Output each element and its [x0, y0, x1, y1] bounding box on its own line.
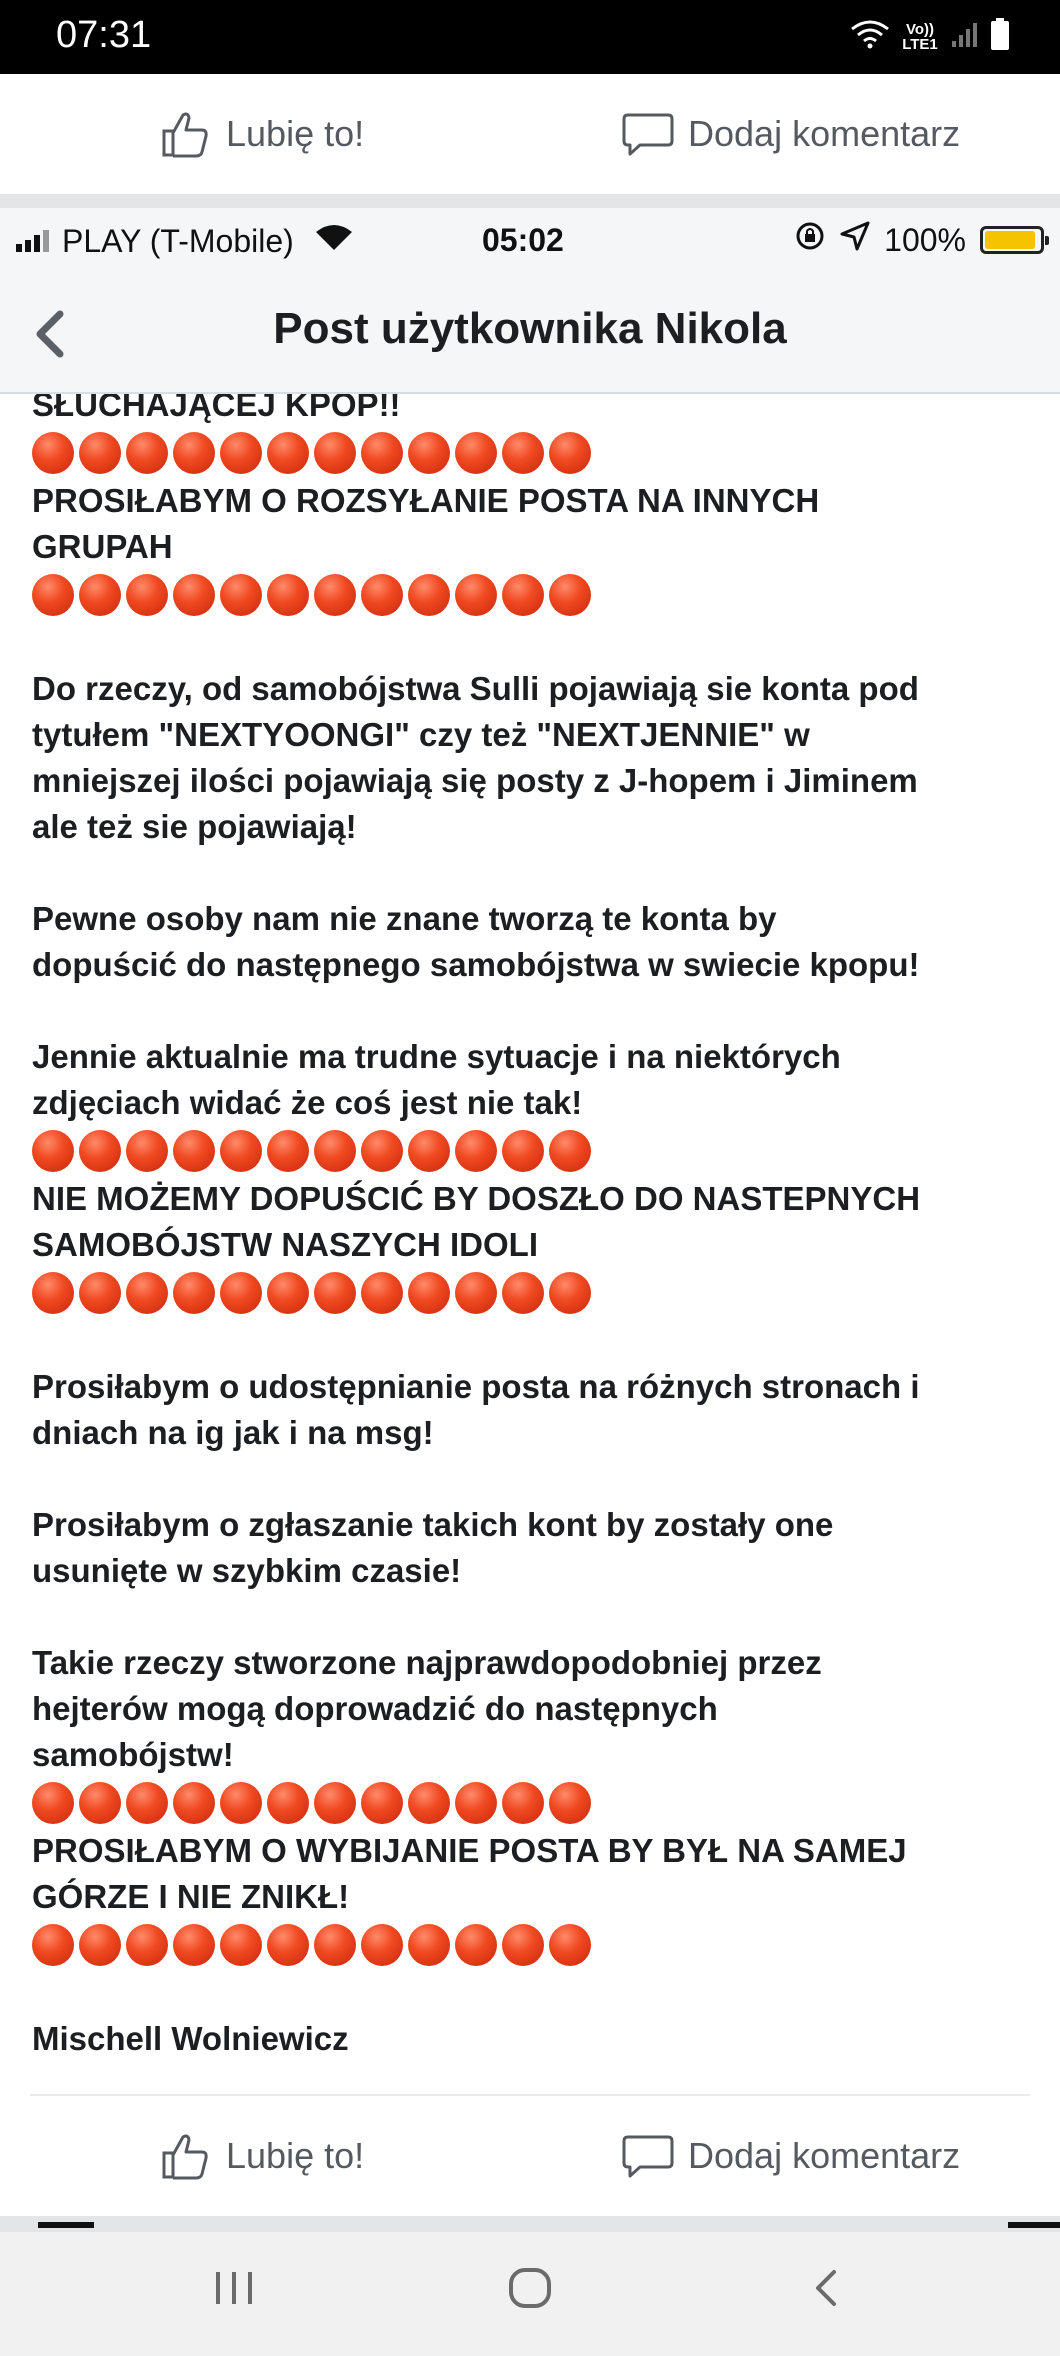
wifi-icon	[314, 222, 354, 260]
comment-button[interactable]	[622, 109, 960, 159]
bottom-action-bar	[0, 2096, 1060, 2216]
red-circle-emoji-icon	[314, 1782, 356, 1824]
post-text	[32, 394, 1042, 2062]
post-text-line: SAMOBÓJSTW NASZYCH IDOLI	[32, 1226, 539, 1263]
post-text-line: Jennie aktualnie ma trudne sytuacje i na niektórych	[32, 1038, 841, 1075]
red-circle-emoji-icon	[314, 574, 356, 616]
like-label: Lubię to!	[226, 113, 365, 154]
red-circle-emoji-icon	[173, 432, 215, 474]
post-text-line: Mischell Wolniewicz	[32, 2020, 349, 2057]
red-circle-emoji-row	[32, 1920, 1042, 1970]
red-circle-emoji-icon	[408, 574, 450, 616]
red-circle-emoji-icon	[126, 1130, 168, 1172]
red-circle-emoji-icon	[455, 1272, 497, 1314]
red-circle-emoji-icon	[220, 1782, 262, 1824]
red-circle-emoji-icon	[32, 1782, 74, 1824]
system-status-bar	[0, 0, 1060, 74]
red-circle-emoji-row	[32, 1268, 1042, 1318]
cell-signal-icon	[16, 223, 52, 260]
divider	[0, 194, 1060, 208]
post-text-line: dopuścić do następnego samobójstwa w swiecie kpopu!	[32, 946, 920, 983]
red-circle-emoji-icon	[173, 1782, 215, 1824]
red-circle-emoji-icon	[220, 1924, 262, 1966]
red-circle-emoji-icon	[502, 432, 544, 474]
comment-bubble-icon	[622, 2131, 674, 2181]
red-circle-emoji-icon	[79, 1272, 121, 1314]
red-circle-emoji-icon	[126, 1924, 168, 1966]
post-text-line: usunięte w szybkim czasie!	[32, 1552, 462, 1589]
post-text-line: SŁUCHAJĄCEJ KPOP!!	[32, 394, 401, 423]
divider	[0, 2216, 1060, 2232]
post-text-line: Do rzeczy, od samobójstwa Sulli pojawiają sie konta pod	[32, 670, 919, 707]
red-circle-emoji-icon	[455, 1924, 497, 1966]
inner-status-right	[794, 220, 1044, 260]
page-title: Post użytkownika Nikola	[273, 304, 787, 353]
post-content	[0, 394, 1060, 2094]
red-circle-emoji-icon	[361, 1782, 403, 1824]
red-circle-emoji-icon	[455, 1782, 497, 1824]
post-text-line: samobójstw!	[32, 1736, 234, 1773]
post-text-line: NIE MOŻEMY DOPUŚCIĆ BY DOSZŁO DO NASTEPNYCH	[32, 1180, 921, 1217]
red-circle-emoji-icon	[220, 432, 262, 474]
orientation-lock-icon	[794, 220, 826, 260]
home-icon	[508, 2295, 552, 2312]
post-text-line: Prosiłabym o udostępnianie posta na różnych stronach i	[32, 1368, 920, 1405]
comment-label: Dodaj komentarz	[688, 113, 961, 154]
red-circle-emoji-icon	[361, 574, 403, 616]
battery-status-icon	[990, 18, 1010, 55]
wifi-icon	[850, 19, 890, 54]
red-circle-emoji-icon	[408, 1924, 450, 1966]
post-text-line: hejterów mogą doprowadzić do następnych	[32, 1690, 718, 1727]
red-circle-emoji-icon	[549, 432, 591, 474]
red-circle-emoji-icon	[79, 1130, 121, 1172]
home-button[interactable]	[508, 2268, 552, 2313]
red-circle-emoji-icon	[549, 1130, 591, 1172]
red-circle-emoji-icon	[408, 1272, 450, 1314]
paragraph-spacer	[32, 850, 1042, 896]
red-circle-emoji-icon	[126, 574, 168, 616]
post-text-line: GÓRZE I NIE ZNIKŁ!	[32, 1878, 350, 1915]
red-circle-emoji-row	[32, 1126, 1042, 1176]
paragraph-spacer	[32, 1456, 1042, 1502]
cell-signal-icon	[950, 19, 980, 54]
paragraph-spacer	[32, 988, 1042, 1034]
lte-label: Vo)) LTE1	[902, 20, 938, 53]
back-nav-button[interactable]	[808, 2268, 844, 2313]
post-text-line: zdjęciach widać że coś jest nie tak!	[32, 1084, 583, 1121]
system-clock: 07:31	[56, 14, 152, 56]
red-circle-emoji-icon	[408, 1130, 450, 1172]
red-circle-emoji-row	[32, 428, 1042, 478]
red-circle-emoji-icon	[455, 1130, 497, 1172]
post-text-line: dniach na ig jak i na msg!	[32, 1414, 434, 1451]
inner-clock: 05:02	[482, 222, 564, 258]
comment-bubble-icon	[622, 109, 674, 159]
red-circle-emoji-icon	[455, 574, 497, 616]
post-text-line: GRUPAH	[32, 528, 173, 565]
red-circle-emoji-icon	[79, 432, 121, 474]
inner-carrier	[16, 222, 354, 260]
thumbs-up-icon	[160, 2131, 212, 2181]
red-circle-emoji-icon	[314, 432, 356, 474]
red-circle-emoji-icon	[314, 1130, 356, 1172]
red-circle-emoji-icon	[502, 574, 544, 616]
paragraph-spacer	[32, 1594, 1042, 1640]
post-text-line: ale też sie pojawiają!	[32, 808, 357, 845]
red-circle-emoji-icon	[220, 574, 262, 616]
red-circle-emoji-icon	[549, 1782, 591, 1824]
chevron-left-icon	[808, 2295, 844, 2312]
comment-label: Dodaj komentarz	[688, 2135, 961, 2176]
red-circle-emoji-icon	[361, 1130, 403, 1172]
battery-icon	[980, 226, 1044, 254]
post-text-line: Pewne osoby nam nie znane tworzą te konta by	[32, 900, 777, 937]
system-status-icons	[850, 18, 1010, 55]
like-label: Lubię to!	[226, 2135, 365, 2176]
red-circle-emoji-icon	[408, 1782, 450, 1824]
divider	[1008, 2222, 1060, 2228]
paragraph-spacer	[32, 620, 1042, 666]
location-arrow-icon	[840, 221, 870, 259]
red-circle-emoji-icon	[267, 1924, 309, 1966]
red-circle-emoji-icon	[549, 574, 591, 616]
recent-apps-button[interactable]	[212, 2268, 256, 2313]
recent-apps-icon	[212, 2295, 256, 2312]
red-circle-emoji-icon	[408, 432, 450, 474]
red-circle-emoji-icon	[314, 1924, 356, 1966]
like-button[interactable]	[160, 2131, 364, 2181]
carrier-label: PLAY (T-Mobile)	[62, 222, 294, 259]
red-circle-emoji-icon	[32, 1130, 74, 1172]
post-text-line: PROSIŁABYM O WYBIJANIE POSTA BY BYŁ NA SAMEJ	[32, 1832, 907, 1869]
post-text-line: Takie rzeczy stworzone najprawdopodobniej przez	[32, 1644, 822, 1681]
red-circle-emoji-icon	[267, 432, 309, 474]
inner-status-bar	[0, 208, 1060, 274]
red-circle-emoji-icon	[361, 432, 403, 474]
red-circle-emoji-row	[32, 570, 1042, 620]
top-action-bar	[0, 74, 1060, 194]
red-circle-emoji-icon	[79, 574, 121, 616]
post-text-line: tytułem "NEXTYOONGI" czy też "NEXTJENNIE" w	[32, 716, 810, 753]
red-circle-emoji-icon	[79, 1782, 121, 1824]
divider	[38, 2222, 94, 2228]
red-circle-emoji-icon	[455, 432, 497, 474]
red-circle-emoji-icon	[220, 1272, 262, 1314]
post-text-line: Prosiłabym o zgłaszanie takich kont by zostały one	[32, 1506, 834, 1543]
red-circle-emoji-icon	[549, 1924, 591, 1966]
red-circle-emoji-icon	[549, 1272, 591, 1314]
red-circle-emoji-icon	[502, 1782, 544, 1824]
red-circle-emoji-icon	[314, 1272, 356, 1314]
red-circle-emoji-icon	[267, 1272, 309, 1314]
red-circle-emoji-icon	[502, 1130, 544, 1172]
red-circle-emoji-icon	[361, 1924, 403, 1966]
red-circle-emoji-icon	[173, 1272, 215, 1314]
red-circle-emoji-icon	[267, 574, 309, 616]
post-header	[0, 274, 1060, 394]
paragraph-spacer	[32, 1970, 1042, 2016]
post-text-line: PROSIŁABYM O ROZSYŁANIE POSTA NA INNYCH	[32, 482, 820, 519]
red-circle-emoji-icon	[126, 1272, 168, 1314]
red-circle-emoji-icon	[267, 1130, 309, 1172]
red-circle-emoji-icon	[126, 432, 168, 474]
like-button[interactable]	[160, 109, 364, 159]
red-circle-emoji-icon	[502, 1924, 544, 1966]
red-circle-emoji-icon	[361, 1272, 403, 1314]
red-circle-emoji-icon	[173, 1130, 215, 1172]
red-circle-emoji-icon	[267, 1782, 309, 1824]
red-circle-emoji-icon	[79, 1924, 121, 1966]
paragraph-spacer	[32, 1318, 1042, 1364]
red-circle-emoji-icon	[173, 1924, 215, 1966]
red-circle-emoji-icon	[502, 1272, 544, 1314]
red-circle-emoji-icon	[32, 1272, 74, 1314]
red-circle-emoji-icon	[126, 1782, 168, 1824]
battery-percent: 100%	[884, 221, 966, 258]
red-circle-emoji-icon	[173, 574, 215, 616]
red-circle-emoji-icon	[32, 1924, 74, 1966]
thumbs-up-icon	[160, 109, 212, 159]
post-text-line: mniejszej ilości pojawiają się posty z J-hopem i Jiminem	[32, 762, 918, 799]
red-circle-emoji-row	[32, 1778, 1042, 1828]
comment-button[interactable]	[622, 2131, 960, 2181]
red-circle-emoji-icon	[32, 432, 74, 474]
red-circle-emoji-icon	[220, 1130, 262, 1172]
red-circle-emoji-icon	[32, 574, 74, 616]
